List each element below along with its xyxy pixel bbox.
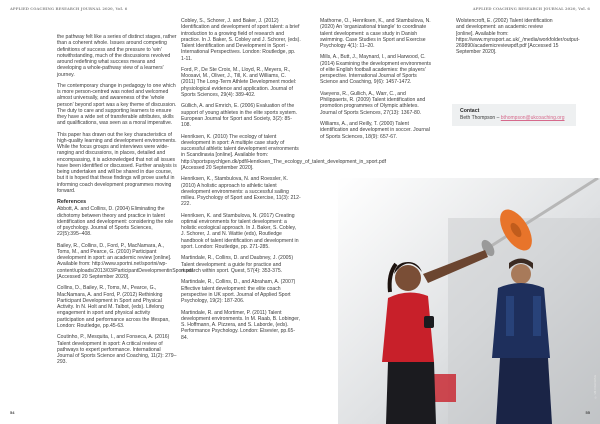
- reference-entry: Martindale, R. and Mortimer, P. (2011) Talent development environments. In M. Raab, B. Lobinger, S. Hoffmann, A. Pizzera, and S. Laborde, (eds). Performance Psychology. London: Elsevier, pp.65-84.: [181, 309, 300, 341]
- reference-entry: Abbott, A. and Collins, D. (2004) Eliminating the dichotomy between theory and practice in talent identification and development: considering the role of psychology. Journal of Sports Sciences, 22(5):395–408.: [57, 206, 174, 238]
- training-photo-illustration: [338, 178, 600, 424]
- contact-title: Contact: [460, 108, 480, 114]
- contact-name: Beth Thompson –: [460, 115, 501, 121]
- body-paragraph: The contemporary change in pedagogy to one which is more person-centred was noted and welcomed almost universally, and awareness of the 'whole person' beyond sport was a key theme of discussion. The duty to care and supporting learners to ensure they have a wide set of transferable attributes, skills and qualifications, was seen as a moral imperative.: [57, 82, 177, 127]
- page-number-left: 54: [10, 410, 15, 415]
- reference-entry: Henriksen, K., Stambulova, N. and Roessler, K. (2010) A holistic approach to athletic talent development environments: a successful sailing milieu. Psychology of Sport and Exercise, 11(3): 212-222.: [181, 176, 301, 208]
- reference-entry: Williams, A., and Reilly, T. (2000) Talent identification and development in soccer. Journal of Sports Sciences, 18(9): 657-67.: [320, 121, 430, 140]
- reference-entry: Henriksen, K. and Stambulova, N. (2017) Creating optimal environments for talent development: a holistic ecological approach. In J. Baker, S. Cobley, J. Schorer, J. and N. Wattie (eds), Routledge handbook of talent identification and development in sport. London: Routledge, pp. 271-285.: [181, 212, 299, 250]
- text-column-4: [456, 18, 580, 61]
- reference-entry: Mathorne, O., Henriksen, K., and Stambulova, N. (2020) An 'organizational triangle' to coordinate talent development: a case study in Danish swimming. Case Studies in Sport and Exercise Psychology 4(1): 11–20.: [320, 18, 431, 49]
- page-number-right: 55: [585, 410, 590, 415]
- references-heading: References: [57, 199, 87, 205]
- reference-entry: Cobley, S., Schorer, J. and Baker, J. (2012) Identification and development of sport talent: a brief introduction to a growing field of research and practice. In J. Baker, S. Cobley and J. Schorer, (eds). Talent Identification and Development in Sport - International Perspectives. London: Routledge, pp. 1-11.: [181, 18, 301, 62]
- reference-entry: Vaeyens, R., Gullich, A., Warr, C., and Philippaerts, R. (2009) Talent identification and promotion programmes of Olympic athletes. Journal of Sports Sciences, 27(13): 1367-80.: [320, 90, 426, 116]
- reference-entry: Mills, A., Butt, J., Maynard, I., and Harwood, C. (2014) Examining the development environments of elite English football academies: the players' perspective. International Journal of Sports Science and Coaching, 9(6): 1457-1472.: [320, 54, 431, 86]
- red-equipment: [434, 374, 456, 402]
- text-column-3: [320, 18, 435, 145]
- reference-entry: Bailey, R., Collins, D., Ford, P., MacNamara, A., Toms, M., and Pearce, G. (2010) Participant development in sport: an academic review [online]. Available from: http://www.sportni.net/sportni/wp-content/uploads/2013/03/ParticipantDevelopmentinSport.pdf [Accessed 20 September 2020].: [57, 242, 193, 280]
- body-paragraph: the pathway felt like a series of distinct stages, rather than a coherent whole. Issues around competing definitions of success and the pressure to 'win' notwithstanding, much of the discussions revolved around redefining what success means and developing a whole-pathway view of a learners' journey.: [57, 34, 177, 78]
- reference-entry: Ford, P., De Ste Croix, M., Lloyd, R., Meyers, R., Moosavi, M., Oliver, J., Till, K. and Williams, C. (2011) The Long-Term Athlete Development model: physiological evidence and application. Journal of Sports Sciences, 29(4): 389-402.: [181, 66, 297, 98]
- reference-entry: Martindale, R., Collins, D. and Daubney, J. (2005) Talent development: a guide for practice and research within sport. Quest, 57(4): 353-375.: [181, 255, 294, 274]
- contact-line: [460, 115, 565, 121]
- text-column-1: [57, 34, 193, 371]
- running-header-left: APPLIED COACHING RESEARCH JOURNAL 2020, Vol. 6: [10, 7, 128, 11]
- reference-entry: Coutinho, P., Mesquita, I., and Fonseca, A. (2016) Talent development in sport: A critical review of pathways to expert performance. International Journal of Sports Science and Coaching, 11(2): 279–293.: [57, 334, 177, 366]
- training-photo: [338, 178, 600, 424]
- reference-entry: Wolstencroft, E. (2002) Talent identification and development: an academic review [online]. Available from: https://www.mynsport.ac.uk/_/media/workfolder/output-269890/academicreviewpdf.pdf [Accessed 15 September 2020].: [456, 18, 580, 56]
- contact-box: [452, 104, 576, 126]
- running-header-right: APPLIED COACHING RESEARCH JOURNAL 2020, Vol. 6: [472, 7, 590, 11]
- contact-email-link[interactable]: bthompson@ukcoaching.org: [500, 115, 565, 121]
- reference-entry: Henriksen, K. (2010) The ecology of talent development in sport: A multiple case study of successful athletic talent development environments in Scandinavia [online]. Available from: http://sportspsychlgen.dk/pdf/Henriksen_The_ecology_of_talent_development_in_sport.pdf [Accessed 20 September 2020].: [181, 133, 387, 171]
- reference-entry: Collins, D., Bailey, R., Toms, M., Pearce, G., MacNamara, A. and Ford, P. (2012) Rethinking Participant Development in Sport and Physical Activity. In N. Holt and M. Talbot, (eds). Lifelong engagement in sport and physical activity participation and performance across the lifespan, London: Routledge, pp.45-63.: [57, 285, 170, 329]
- athlete-leggings: [386, 362, 436, 424]
- photo-credit: © UK COACHING: [594, 374, 597, 398]
- reference-entry: Güllich, A. and Emrich, E. (2006) Evaluation of the support of young athletes in the elite sports system. European Journal for Sport and Society, 3(2): 85-108.: [181, 103, 298, 129]
- body-paragraph: This paper has drawn out the key characteristics of high-quality learning and development environments. While the focus groups and interviews were wide-ranging and discussions, in places, detailed and encompassing, it is acknowledged that not all issues have been identified or discussed. Further analysis is being undertaken and will be shared in due course, but it is hoped that these findings will prove useful in informing coach development programmes moving forward.: [57, 131, 177, 194]
- reference-entry: Martindale, R., Collins, D., and Abraham, A. (2007) Effective talent development: the elite coach perspective in UK sport. Journal of Applied Sport Psychology, 19(2): 187-206.: [181, 279, 296, 305]
